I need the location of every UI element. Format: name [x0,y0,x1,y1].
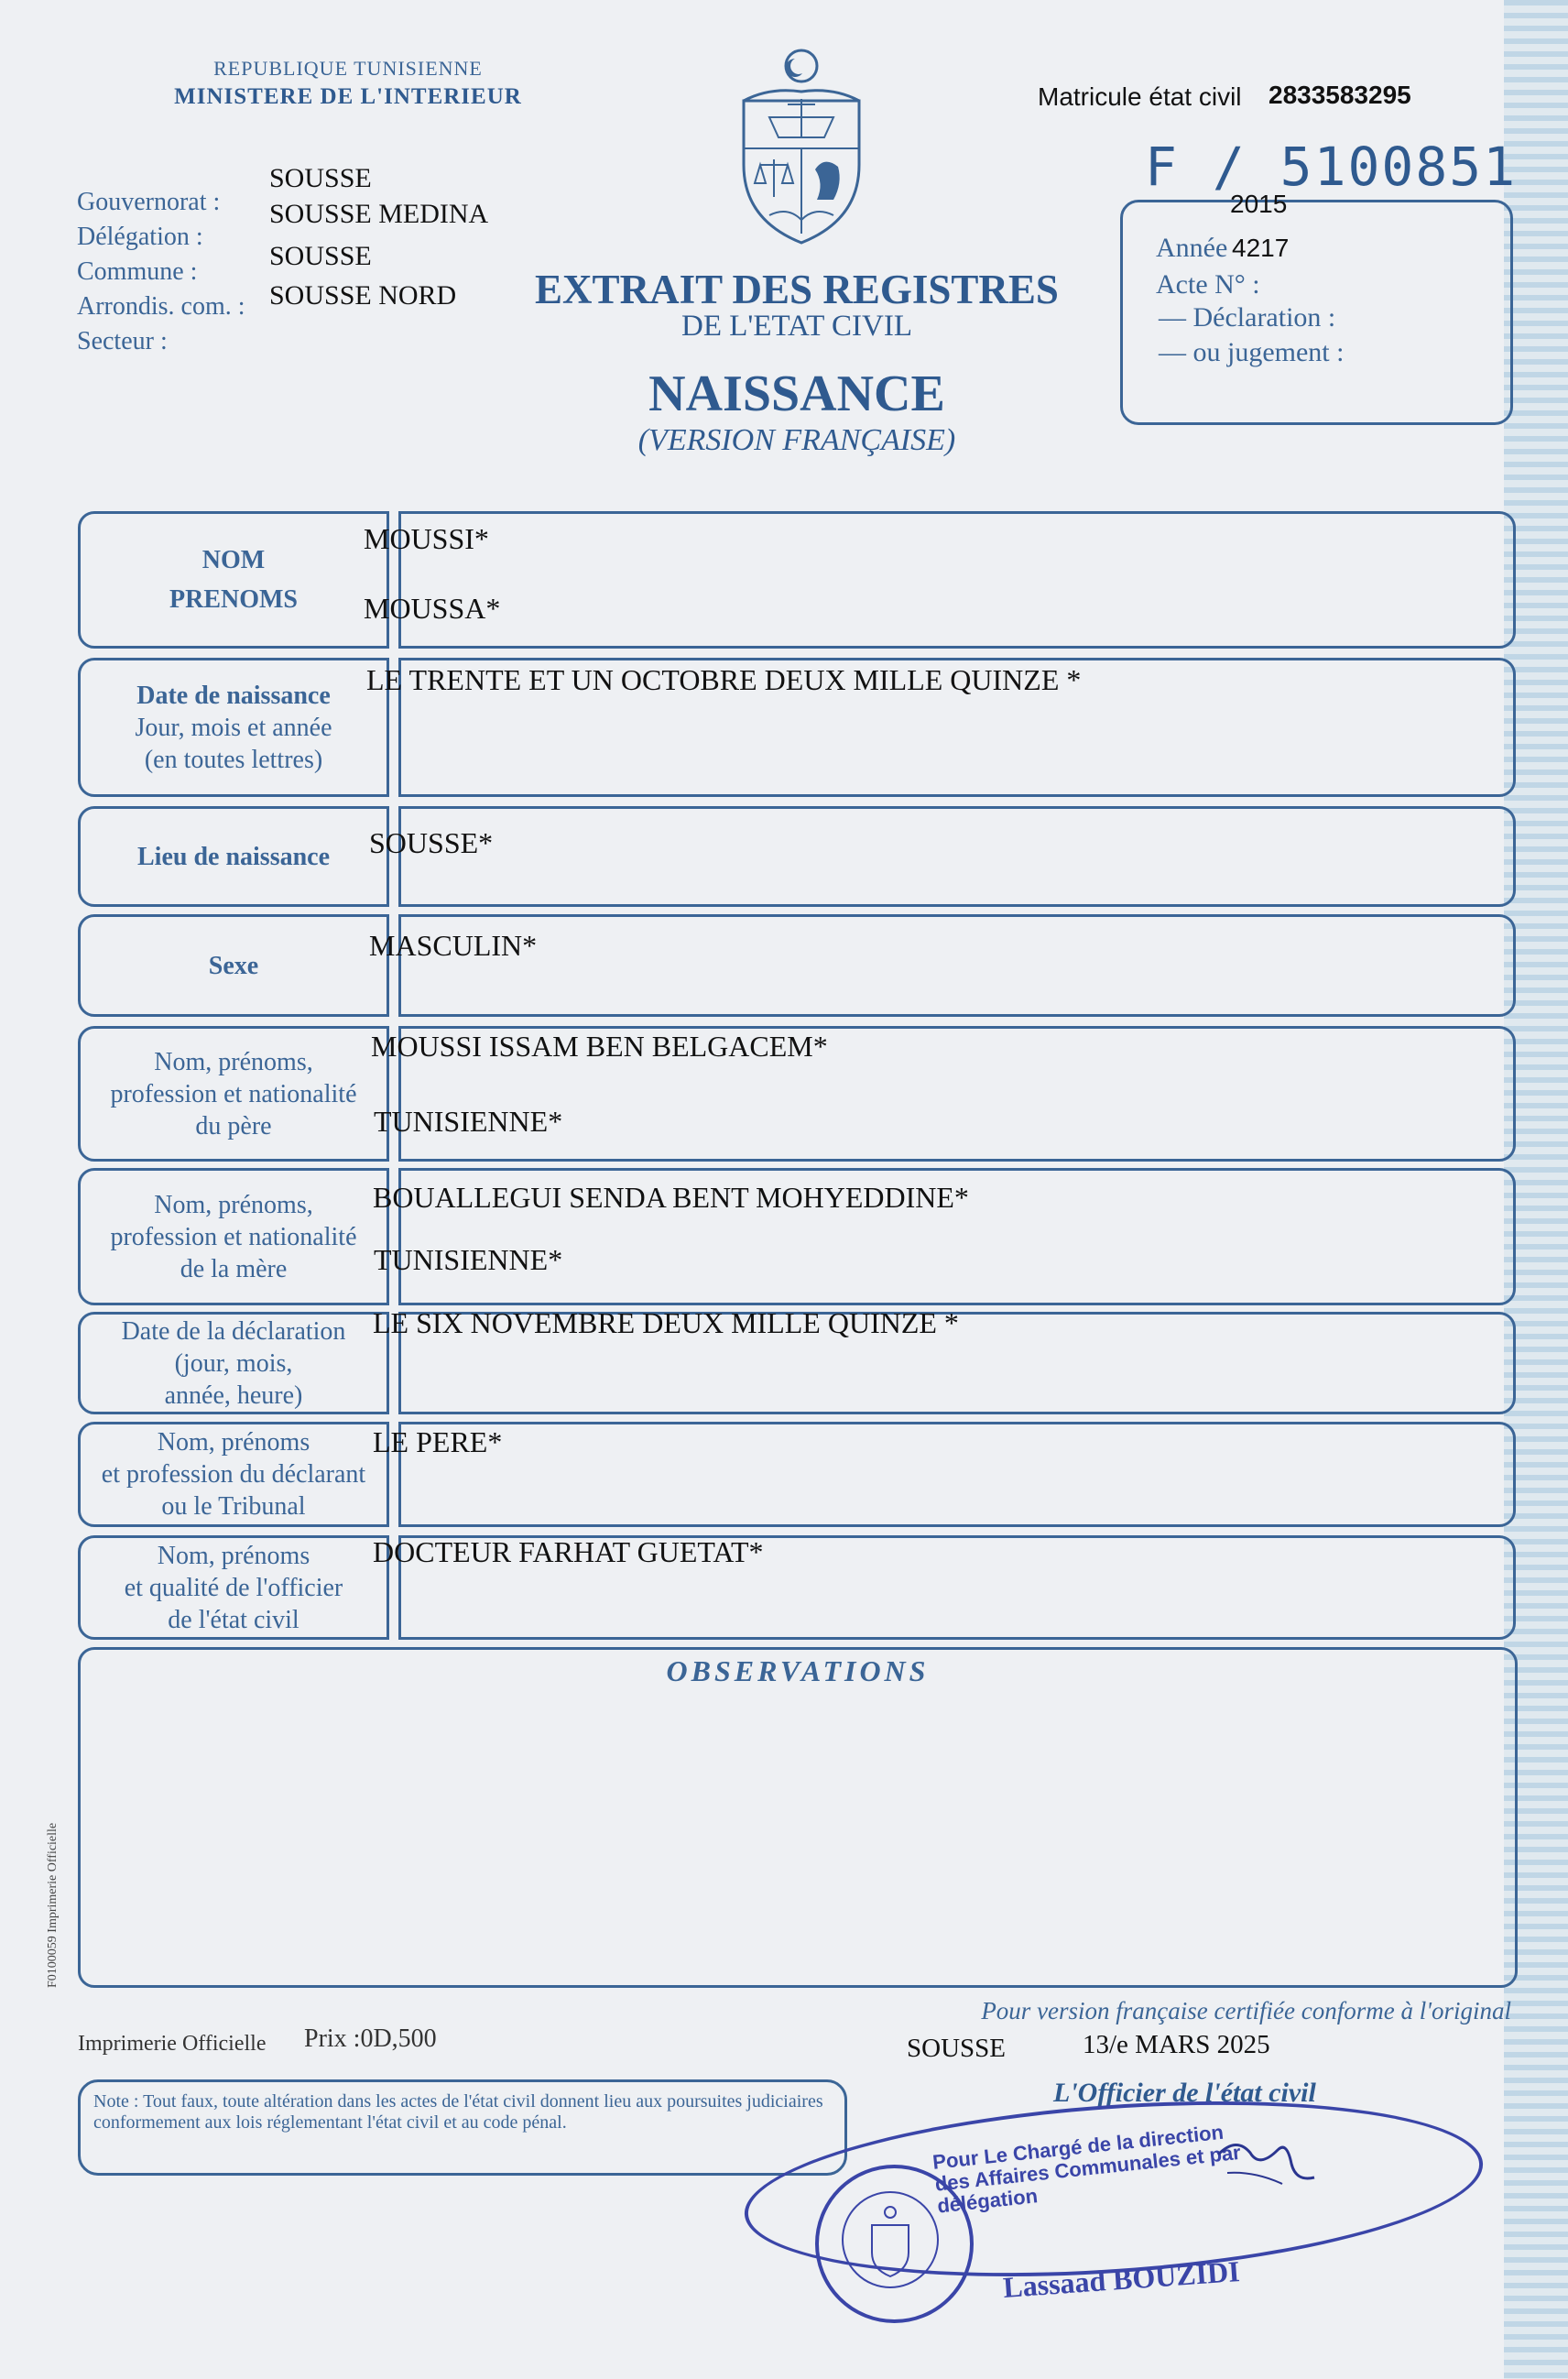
secteur-label: Secteur : [77,327,168,355]
issue-place: SOUSSE [907,2034,1006,2063]
row-declarant [78,1422,1516,1527]
declaration-label: — Déclaration : [1159,302,1336,333]
tunisia-coat-of-arms-emblem [733,46,870,247]
row-declaration [78,1306,1516,1414]
signatory-name: Lassaad BOUZIDI [1002,2254,1241,2304]
arrondissement-value: SOUSSE NORD [269,280,457,311]
declaration-date-label-1: Date de la déclaration [121,1316,346,1346]
issue-date: 13/e MARS 2025 [1083,2030,1270,2059]
legal-note: Note : Tout faux, toute altération dans les actes de l'état civil donnent lieu aux poursuites judiciaires conformement aux lois réglementant l'état civil et au code pénal. [78,2079,847,2176]
gouvernorat-value: SOUSSE [269,163,372,193]
observations-box [78,1647,1518,1988]
row-date-naissance [78,658,1516,797]
imprimerie-label: Imprimerie Officielle [78,2032,267,2056]
delegation-value: SOUSSE MEDINA [269,199,489,229]
mere-label-1: Nom, prénoms, [154,1190,313,1219]
officier-label-2: et qualité de l'officier [124,1573,343,1602]
prenoms-value: MOUSSA* [364,592,501,625]
row-value-cell [398,914,1516,1017]
sexe-value: MASCULIN* [369,929,538,962]
row-label-cell [78,1026,389,1162]
officer-title: L'Officier de l'état civil [1053,2078,1316,2108]
commune-value: SOUSSE [269,241,372,271]
matricule-label: Matricule état civil [1038,82,1242,111]
officier-label-1: Nom, prénoms [157,1541,310,1570]
annee-value: 4217 [1232,234,1290,262]
declaration-date-label-2: (jour, mois, [174,1348,293,1378]
pere-label-3: du père [195,1111,272,1140]
pere-label-2: profession et nationalité [110,1079,357,1108]
declarant-label-1: Nom, prénoms [157,1428,310,1457]
row-value-cell [398,1422,1516,1527]
row-label-cell [78,1422,389,1527]
printer-reference: F0100059 Imprimerie Officielle [46,1822,60,1988]
date-naissance-note: (en toutes lettres) [144,745,323,774]
declaration-date-label-3: année, heure) [164,1380,303,1410]
row-mere [78,1168,1516,1305]
lieu-naissance-value: SOUSSE* [369,826,494,859]
sexe-label: Sexe [208,951,259,980]
commune-label: Commune : [77,257,198,286]
date-naissance-sublabel: Jour, mois et année [135,713,332,742]
signature [1209,2127,1319,2200]
mere-name-value: BOUALLEGUI SENDA BENT MOHYEDDINE* [373,1181,969,1214]
row-label-cell [78,658,389,797]
lieu-naissance-label: Lieu de naissance [136,842,331,871]
nom-label: NOM [201,546,266,574]
row-label-cell [78,1312,389,1414]
officier-value: DOCTEUR FARHAT GUETAT* [373,1535,764,1568]
row-label-cell [78,914,389,1017]
row-value-cell [398,806,1516,907]
row-label-cell [78,806,389,907]
declarant-value: LE PERE* [373,1425,503,1458]
document-title: EXTRAIT DES REGISTRES [535,267,1059,312]
matricule-value: 2833583295 [1269,81,1411,109]
ministry-header: MINISTERE DE L'INTERIEUR [174,84,522,109]
row-value-cell [398,511,1516,649]
certification-text: Pour version française certifiée conforme à l'original [981,1997,1511,2024]
price: Prix :0D,500 [304,2024,437,2053]
document-type: NAISSANCE [648,366,945,422]
annee-label: Année [1156,233,1228,263]
row-lieu-naissance [78,806,1516,907]
arrondissement-label: Arrondis. com. : [77,292,245,321]
prenoms-label: PRENOMS [169,585,298,614]
row-sexe [78,914,1516,1017]
stamp-delegation-text: Pour Le Chargé de la direction des Affaires Communales et par délégation [931,2120,1242,2218]
registration-year: 2015 [1230,190,1288,218]
row-pere [78,1026,1516,1162]
republic-header: REPUBLIQUE TUNISIENNE [213,57,483,80]
row-label-cell [78,1168,389,1305]
mere-nationality-value: TUNISIENNE* [374,1243,563,1276]
row-nom-prenoms [78,511,1516,649]
observations-title: OBSERVATIONS [666,1654,930,1687]
pere-name-value: MOUSSI ISSAM BEN BELGACEM* [371,1030,828,1063]
declarant-label-2: et profession du déclarant [101,1460,366,1489]
mere-label-2: profession et nationalité [110,1222,357,1251]
row-officier [78,1535,1516,1640]
pere-nationality-value: TUNISIENNE* [374,1105,563,1138]
jugement-label: — ou jugement : [1159,337,1345,367]
officier-label-3: de l'état civil [168,1605,299,1634]
acte-number-label: Acte N° : [1156,269,1260,300]
date-naissance-label: Date de naissance [136,681,331,710]
nom-value: MOUSSI* [364,522,489,555]
row-label-cell [78,1535,389,1640]
gouvernorat-label: Gouvernorat : [77,188,221,216]
document-subtitle: DE L'ETAT CIVIL [681,310,912,343]
document-version: (VERSION FRANÇAISE) [637,423,956,457]
declaration-date-value: LE SIX NOVEMBRE DEUX MILLE QUINZE * [373,1306,959,1339]
date-naissance-value: LE TRENTE ET UN OCTOBRE DEUX MILLE QUINZE * [366,663,1082,696]
declarant-label-3: ou le Tribunal [161,1492,306,1521]
delegation-label: Délégation : [77,223,203,251]
row-label-cell [78,511,389,649]
serial-number: F / 5100851 [1145,136,1518,198]
pere-label-1: Nom, prénoms, [154,1047,313,1076]
mere-label-3: de la mère [180,1254,288,1283]
